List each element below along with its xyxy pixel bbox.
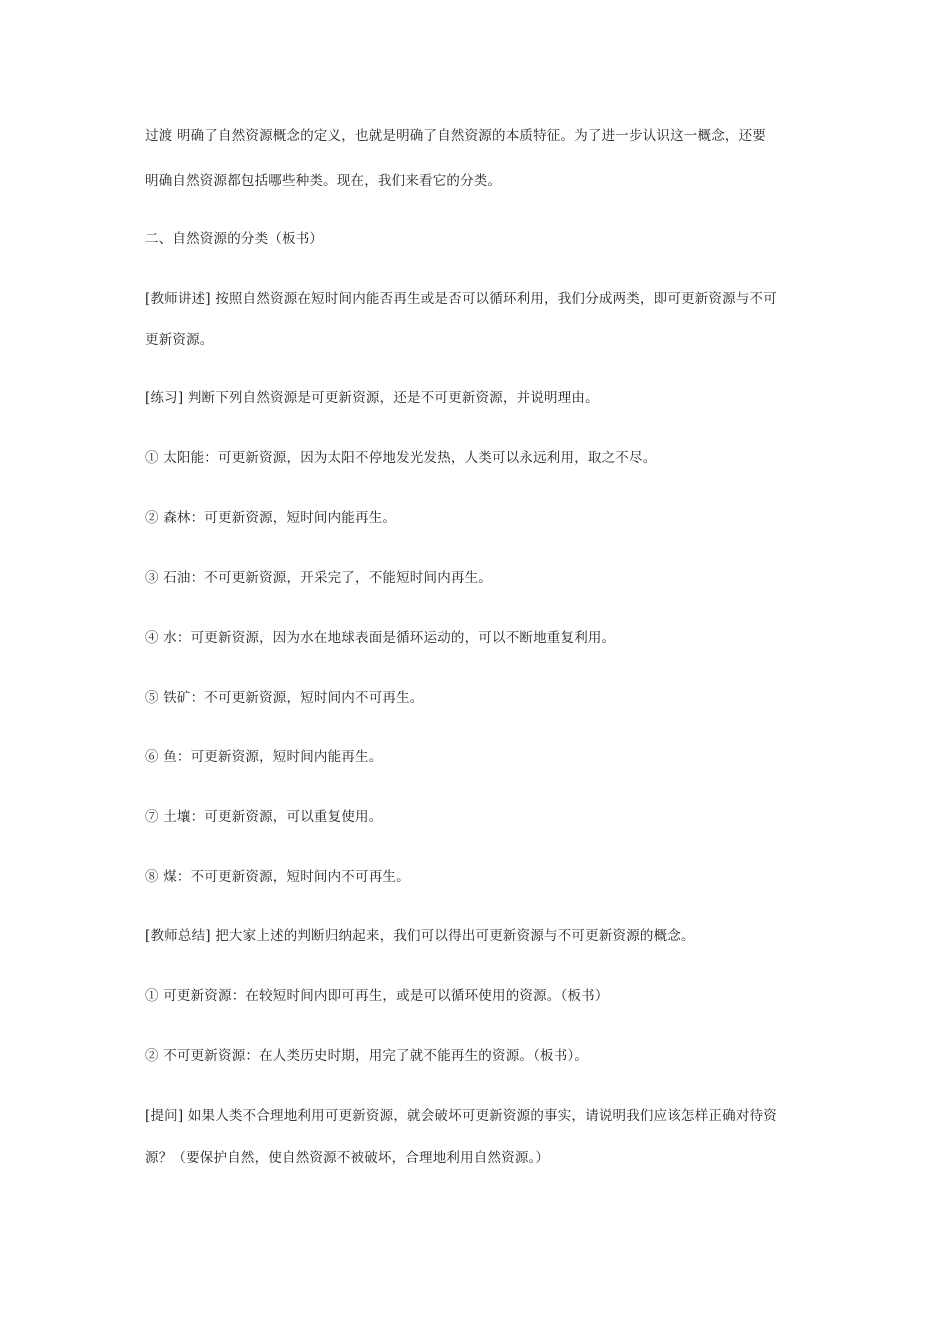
text-line: [教师总结] 把大家上述的判断归纳起来，我们可以得出可更新资源与不可更新资源的概念。	[145, 928, 695, 944]
section-heading: 二、自然资源的分类（板书）	[145, 231, 324, 247]
text-line: 明确自然资源都包括哪些种类。现在，我们来看它的分类。	[145, 173, 502, 189]
text-line: [教师讲述] 按照自然资源在短时间内能否再生或是否可以循环利用，我们分成两类，即可更新资源与不可	[145, 291, 777, 307]
text-line: 更新资源。	[145, 332, 214, 348]
list-item: ② 森林：可更新资源，短时间内能再生。	[145, 510, 397, 526]
list-item: ⑧ 煤：不可更新资源，短时间内不可再生。	[145, 869, 410, 885]
list-item: ⑤ 铁矿：不可更新资源，短时间内不可再生。	[145, 690, 424, 706]
list-item: ① 可更新资源：在较短时间内即可再生，或是可以循环使用的资源。（板书）	[145, 988, 609, 1004]
list-item: ③ 石油：不可更新资源，开采完了，不能短时间内再生。	[145, 570, 492, 586]
list-item: ④ 水：可更新资源，因为水在地球表面是循环运动的，可以不断地重复利用。	[145, 630, 616, 646]
list-item: ⑦ 土壤：可更新资源，可以重复使用。	[145, 809, 383, 825]
list-item: ⑥ 鱼：可更新资源，短时间内能再生。	[145, 749, 383, 765]
list-item: ② 不可更新资源：在人类历史时期，用完了就不能再生的资源。（板书）。	[145, 1048, 589, 1064]
text-line: [提问] 如果人类不合理地利用可更新资源，就会破坏可更新资源的事实，请说明我们应该怎样正确对待资	[145, 1108, 777, 1124]
text-line: [练习] 判断下列自然资源是可更新资源，还是不可更新资源，并说明理由。	[145, 390, 599, 406]
text-line: 源？（要保护自然，使自然资源不被破坏，合理地利用自然资源。）	[145, 1150, 550, 1166]
list-item: ① 太阳能：可更新资源，因为太阳不停地发光发热，人类可以永远利用，取之不尽。	[145, 450, 657, 466]
text-line: 过渡 明确了自然资源概念的定义，也就是明确了自然资源的本质特征。为了进一步认识这一概念，还要	[145, 128, 766, 144]
